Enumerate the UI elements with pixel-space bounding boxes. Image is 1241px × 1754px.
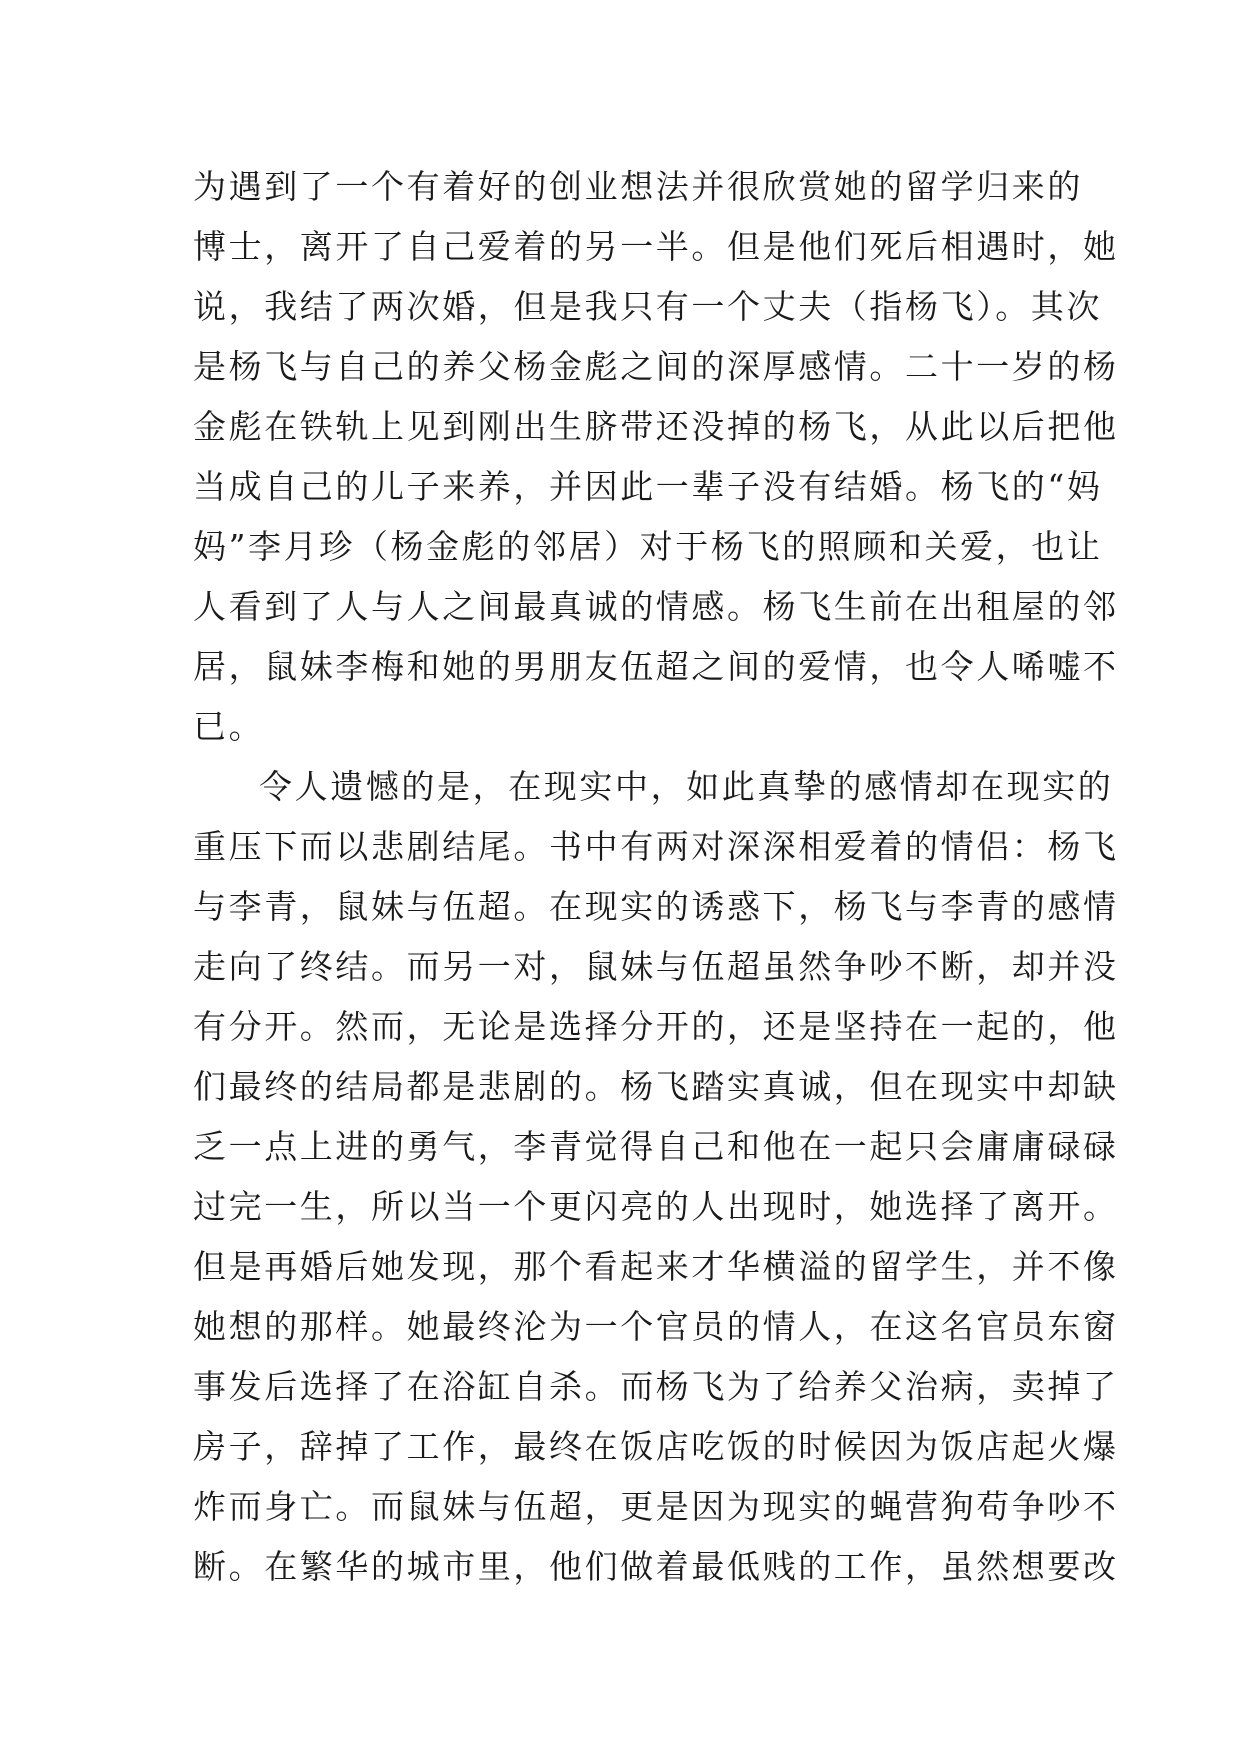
text-line: 们最终的结局都是悲剧的。杨飞踏实真诚，但在现实中却缺 — [193, 1067, 1119, 1106]
text-line: 有分开。然而，无论是选择分开的，还是坚持在一起的，他 — [193, 1007, 1119, 1046]
text-line: 令人遗憾的是，在现实中，如此真挚的感情却在现实的 — [259, 767, 1114, 806]
text-line: 断。在繁华的城市里，他们做着最低贱的工作，虽然想要改 — [193, 1547, 1119, 1586]
text-line: 重压下而以悲剧结尾。书中有两对深深相爱着的情侣：杨飞 — [193, 827, 1119, 866]
text-line: 已。 — [193, 707, 265, 746]
text-line: 博士，离开了自己爱着的另一半。但是他们死后相遇时，她 — [193, 227, 1119, 266]
text-line: 但是再婚后她发现，那个看起来才华横溢的留学生，并不像 — [193, 1247, 1119, 1286]
text-line: 为遇到了一个有着好的创业想法并很欣赏她的留学归来的 — [193, 167, 1083, 206]
paragraph-1 — [193, 157, 1119, 757]
body-text — [193, 157, 1119, 1597]
text-line: 居，鼠妹李梅和她的男朋友伍超之间的爱情，也令人唏嘘不 — [193, 647, 1119, 686]
text-line: 乏一点上进的勇气，李青觉得自己和他在一起只会庸庸碌碌 — [193, 1127, 1119, 1166]
text-line: 说，我结了两次婚，但是我只有一个丈夫（指杨飞）。其次 — [193, 287, 1103, 326]
text-line: 走向了终结。而另一对，鼠妹与伍超虽然争吵不断，却并没 — [193, 947, 1119, 986]
text-line: 过完一生，所以当一个更闪亮的人出现时，她选择了离开。 — [193, 1187, 1119, 1226]
text-line: 房子，辞掉了工作，最终在饭店吃饭的时候因为饭店起火爆 — [193, 1427, 1119, 1466]
text-line: 是杨飞与自己的养父杨金彪之间的深厚感情。二十一岁的杨 — [193, 347, 1119, 386]
paragraph-2 — [193, 757, 1119, 1597]
text-line: 当成自己的儿子来养，并因此一辈子没有结婚。杨飞的“妈 — [193, 467, 1103, 506]
text-line: 人看到了人与人之间最真诚的情感。杨飞生前在出租屋的邻 — [193, 587, 1119, 626]
text-line: 事发后选择了在浴缸自杀。而杨飞为了给养父治病，卖掉了 — [193, 1367, 1119, 1406]
text-line: 她想的那样。她最终沦为一个官员的情人，在这名官员东窗 — [193, 1307, 1119, 1346]
text-line: 妈”李月珍（杨金彪的邻居）对于杨飞的照顾和关爱，也让 — [193, 527, 1103, 566]
text-line: 炸而身亡。而鼠妹与伍超，更是因为现实的蝇营狗苟争吵不 — [193, 1487, 1119, 1526]
text-line: 与李青，鼠妹与伍超。在现实的诱惑下，杨飞与李青的感情 — [193, 887, 1119, 926]
text-line: 金彪在铁轨上见到刚出生脐带还没掉的杨飞，从此以后把他 — [193, 407, 1119, 446]
